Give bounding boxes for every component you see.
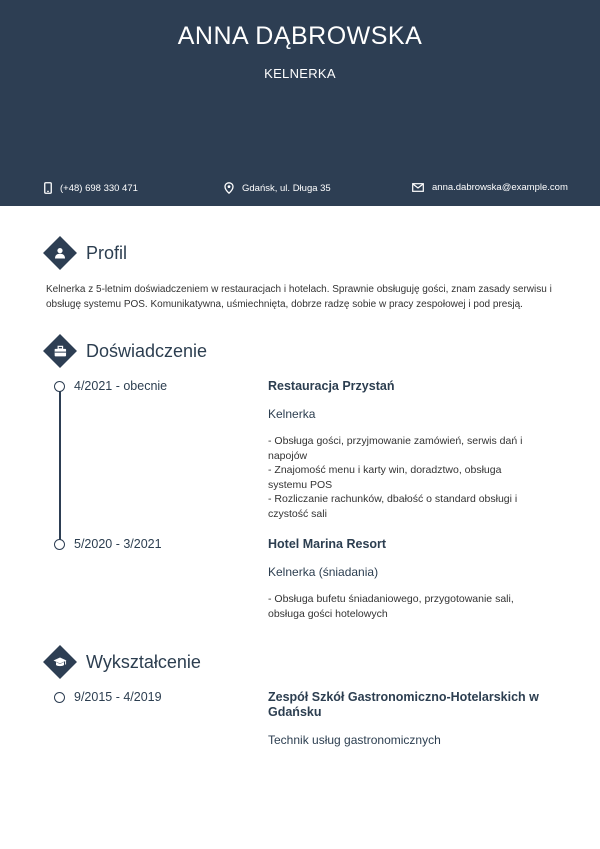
graduation-cap-icon (53, 656, 67, 668)
section-education-heading (44, 650, 201, 674)
experience-date: 5/2020 - 3/2021 (74, 537, 162, 551)
envelope-icon (412, 183, 424, 192)
education-icon-badge (43, 645, 77, 679)
job-description: - Obsługa bufetu śniadaniowego, przygotowanie sali, obsługa gości hotelowych (268, 593, 514, 620)
profile-summary: Kelnerka z 5-letnim doświadczeniem w restauracjach i hotelach. Sprawnie obsługuję gości, znam zasady serwisu i obsługę systemu POS. Komunikatywna, uśmiechnięta, dobrze radzę sobie w pracy zespołowej i pod presją. (46, 284, 552, 310)
contact-address (224, 182, 331, 194)
job-title: KELNERKA (264, 66, 336, 81)
employer-name: Restauracja Przystań (268, 379, 395, 393)
section-title: Profil (86, 242, 128, 263)
timeline-line (59, 388, 61, 544)
experience-date: 4/2021 - obecnie (74, 379, 168, 393)
section-title: Doświadczenie (86, 340, 208, 361)
phone-text: (+48) 698 330 471 (60, 182, 138, 194)
experience-icon-badge (43, 334, 77, 368)
timeline-dot (54, 692, 65, 703)
job-description: - Obsługa gości, przyjmowanie zamówień, serwis dań i napojów - Znajomość menu i karty win, doradztwo, obsługa systemu POS - Rozliczanie rachunków, dbałość o standard obsługi i czystość sali (268, 435, 523, 520)
job-role: Kelnerka (śniadania) (268, 565, 379, 579)
location-pin-icon (224, 182, 234, 194)
address-text: Gdańsk, ul. Długa 35 (242, 182, 331, 194)
job-role: Kelnerka (268, 407, 316, 421)
school-name: Zespół Szkół Gastronomiczno-Hotelarskich w Gdańsku (268, 690, 539, 719)
email-text[interactable]: anna.dabrowska@example.com (432, 182, 568, 193)
phone-icon (44, 182, 52, 194)
person-icon (54, 247, 66, 259)
header-banner (0, 0, 600, 206)
section-profile-heading (44, 241, 127, 265)
contact-email[interactable] (412, 182, 568, 193)
employer-name: Hotel Marina Resort (268, 537, 387, 551)
experience-entry (268, 537, 543, 621)
briefcase-icon (54, 345, 67, 357)
timeline-dot (54, 539, 65, 550)
contact-phone (44, 182, 138, 194)
education-date: 9/2015 - 4/2019 (74, 690, 162, 704)
candidate-name: ANNA DĄBROWSKA (177, 22, 423, 50)
profile-icon-badge (43, 236, 77, 270)
section-title: Wykształcenie (86, 651, 201, 672)
timeline-dot (54, 381, 65, 392)
experience-entry (268, 379, 543, 521)
education-entry (268, 690, 543, 747)
section-experience-heading (44, 339, 207, 363)
degree-name: Technik usług gastronomicznych (268, 733, 441, 747)
